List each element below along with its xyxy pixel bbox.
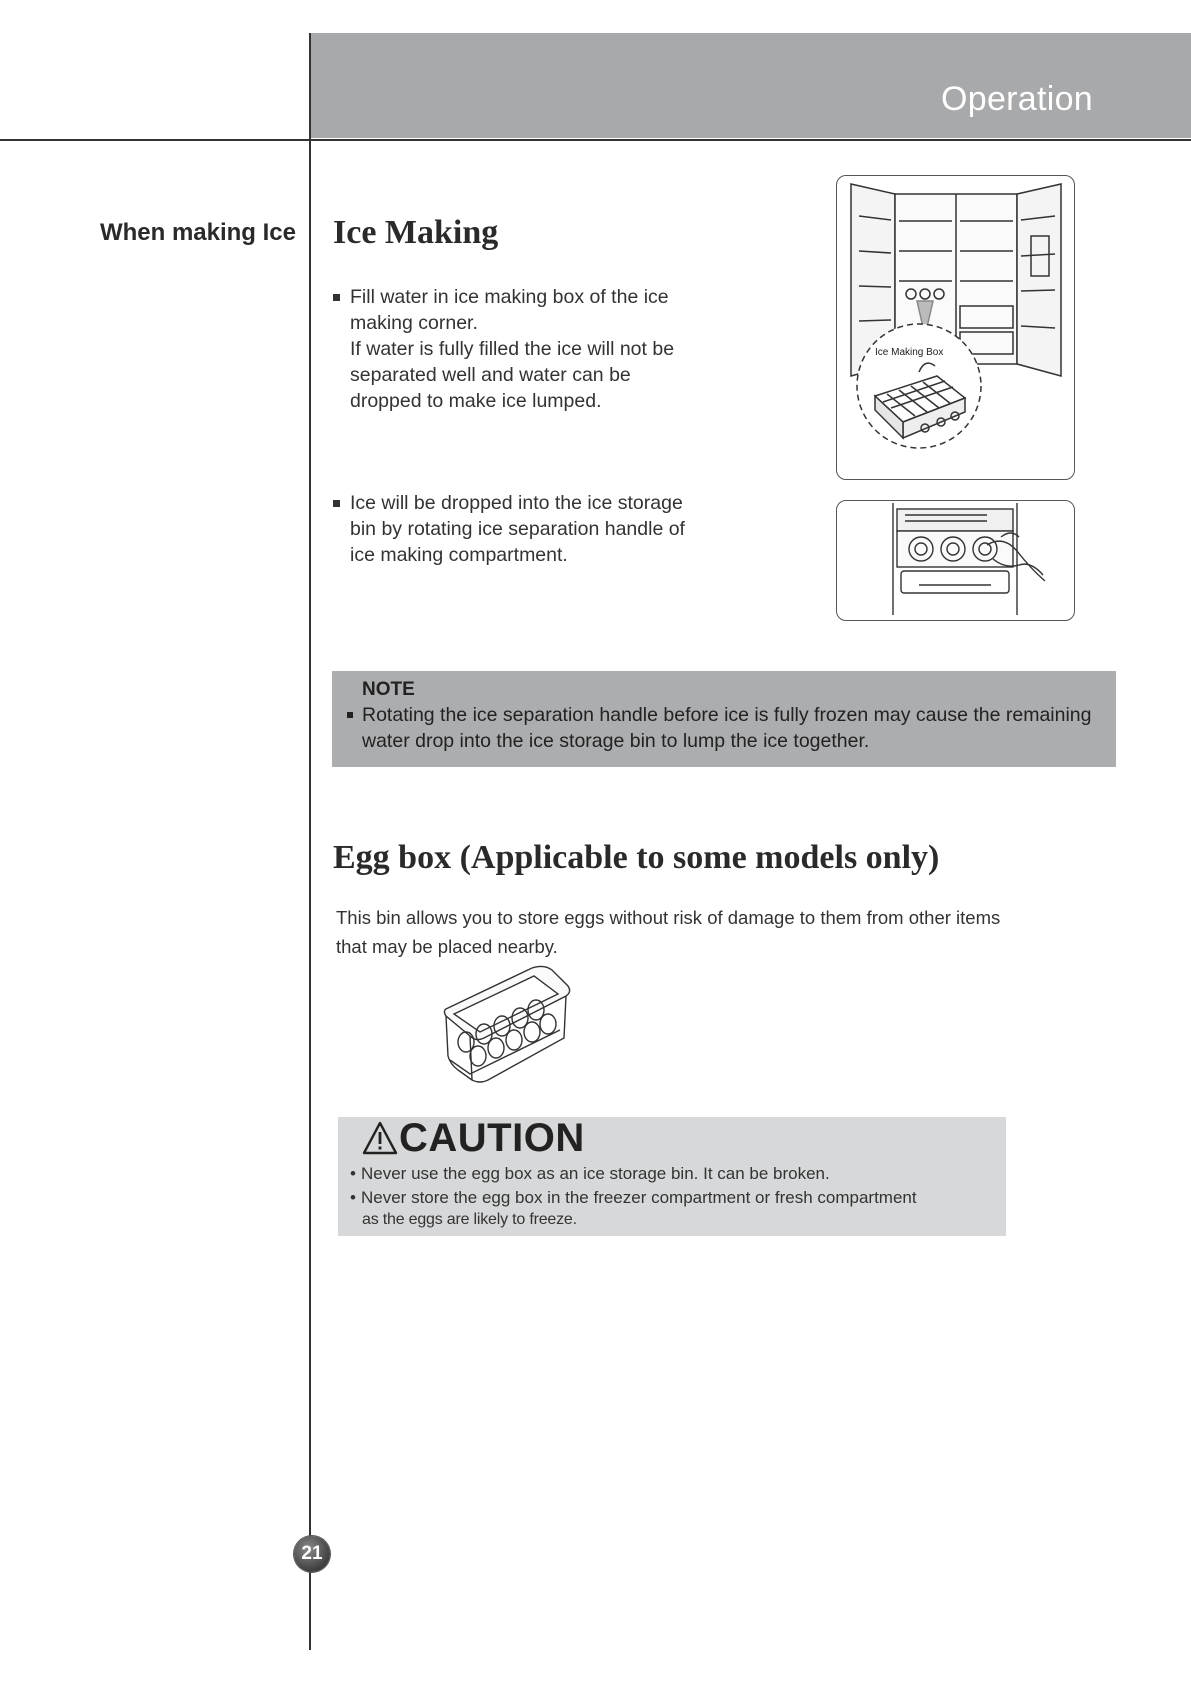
caution-title: CAUTION [399, 1116, 585, 1160]
ice-handle-figure [836, 500, 1075, 621]
side-heading: When making Ice [99, 219, 296, 246]
caution-line-1-text: Never use the egg box as an ice storage bin. It can be broken. [361, 1164, 830, 1183]
caution-line-1 [350, 1164, 830, 1184]
bullet-dot-icon: • [350, 1164, 356, 1183]
bullet-square-icon [333, 500, 340, 507]
margin-divider [309, 33, 311, 1650]
ice-bullet-2-text: Ice will be dropped into the ice storage bin by rotating ice separation handle of ice making compartment. [350, 492, 685, 566]
caution-line-3: as the eggs are likely to freeze. [362, 1211, 577, 1228]
ice-making-title: Ice Making [333, 214, 499, 251]
note-text: Rotating the ice separation handle before ice is fully frozen may cause the remaining water drop into the ice storage bin to lump the ice together. [362, 704, 1092, 752]
bullet-dot-icon: • [350, 1188, 356, 1207]
egg-box-illustration [440, 964, 575, 1086]
egg-box-title: Egg box (Applicable to some models only) [333, 839, 940, 876]
refrigerator-figure [836, 175, 1075, 480]
ice-bullet-1 [333, 284, 773, 414]
refrigerator-illustration [837, 176, 1074, 479]
caution-line-2-text: Never store the egg box in the freezer compartment or fresh compartment [361, 1188, 917, 1207]
header-divider [0, 139, 1191, 141]
ice-making-box-label: Ice Making Box [875, 347, 944, 358]
ice-handle-illustration [837, 501, 1074, 620]
caution-line-2 [350, 1188, 917, 1208]
bullet-square-icon [347, 712, 353, 718]
ice-bullet-2 [333, 490, 773, 568]
bullet-square-icon [333, 294, 340, 301]
egg-box-description: This bin allows you to store eggs without risk of damage to them from other items that may be placed nearby. [336, 907, 1001, 957]
page-number-badge: 21 [294, 1536, 330, 1572]
ice-bullet-1-text: Fill water in ice making box of the ice making corner. If water is fully filled the ice will not be separated well and water can be dropped to make ice lumped. [350, 286, 675, 412]
note-label: NOTE [362, 679, 415, 700]
section-header-title: Operation [940, 80, 1093, 118]
warning-triangle-icon [362, 1120, 398, 1156]
